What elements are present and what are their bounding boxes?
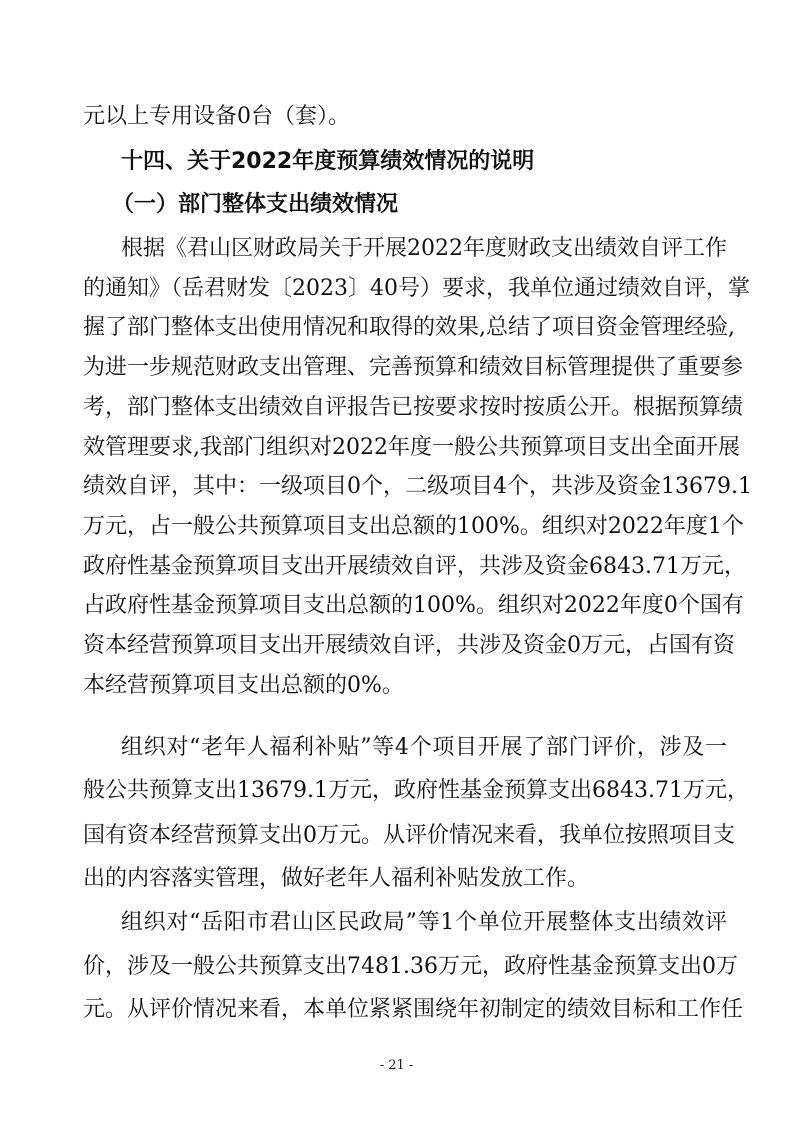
text-line: 效管理要求,我部门组织对2022年度一般公共预算项目支出全面开展 <box>83 435 740 460</box>
page-number: - 21 - <box>379 1058 414 1073</box>
text-line: 组织对“老年人福利补贴”等4个项目开展了部门评价，涉及一 <box>121 735 727 760</box>
text-line: 握了部门整体支出使用情况和取得的效果,总结了项目资金管理经验, <box>83 315 735 340</box>
text-line: 出的内容落实管理，做好老年人福利补贴发放工作。 <box>83 866 590 891</box>
text-line: 万元，占一般公共预算项目支出总额的100%。组织对2022年度1个 <box>83 514 744 539</box>
text-line: 绩效自评，其中：一级项目0个，二级项目4个，共涉及资金13679.1 <box>83 474 752 499</box>
text-line: 元以上专用设备0台（套）。 <box>83 104 350 129</box>
text-line: 的通知》（岳君财发〔2023〕40号）要求，我单位通过绩效自评，掌 <box>83 276 750 301</box>
text-line: 国有资本经营预算支出0万元。从评价情况来看，我单位按照项目支 <box>83 823 735 848</box>
text-line: 占政府性基金预算项目支出总额的100%。组织对2022年度0个国有 <box>83 593 744 618</box>
text-line: 本经营预算项目支出总额的0%。 <box>83 673 404 698</box>
text-line: 根据《君山区财政局关于开展2022年度财政支出绩效自评工作 <box>121 236 727 261</box>
section-heading: 十四、关于2022年度预算绩效情况的说明 <box>121 149 535 174</box>
text-line: 价，涉及一般公共预算支出7481.36万元，政府性基金预算支出0万 <box>83 954 738 979</box>
text-line: 资本经营预算项目支出开展绩效自评，共涉及资金0万元，占国有资 <box>83 633 735 658</box>
text-line: 般公共预算支出13679.1万元，政府性基金预算支出6843.71万元， <box>83 778 749 803</box>
text-line: 组织对“岳阳市君山区民政局”等1个单位开展整体支出绩效评 <box>121 910 727 935</box>
text-line: 元。从评价情况来看，本单位紧紧围绕年初制定的绩效目标和工作任 <box>83 997 744 1022</box>
text-line: 政府性基金预算项目支出开展绩效自评，共涉及资金6843.71万元， <box>83 554 746 579</box>
subsection-heading: （一）部门整体支出绩效情况 <box>112 192 399 217</box>
text-line: 考，部门整体支出绩效自评报告已按要求按时按质公开。根据预算绩 <box>83 395 744 420</box>
text-line: 为进一步规范财政支出管理、完善预算和绩效目标管理提供了重要参 <box>83 355 744 380</box>
